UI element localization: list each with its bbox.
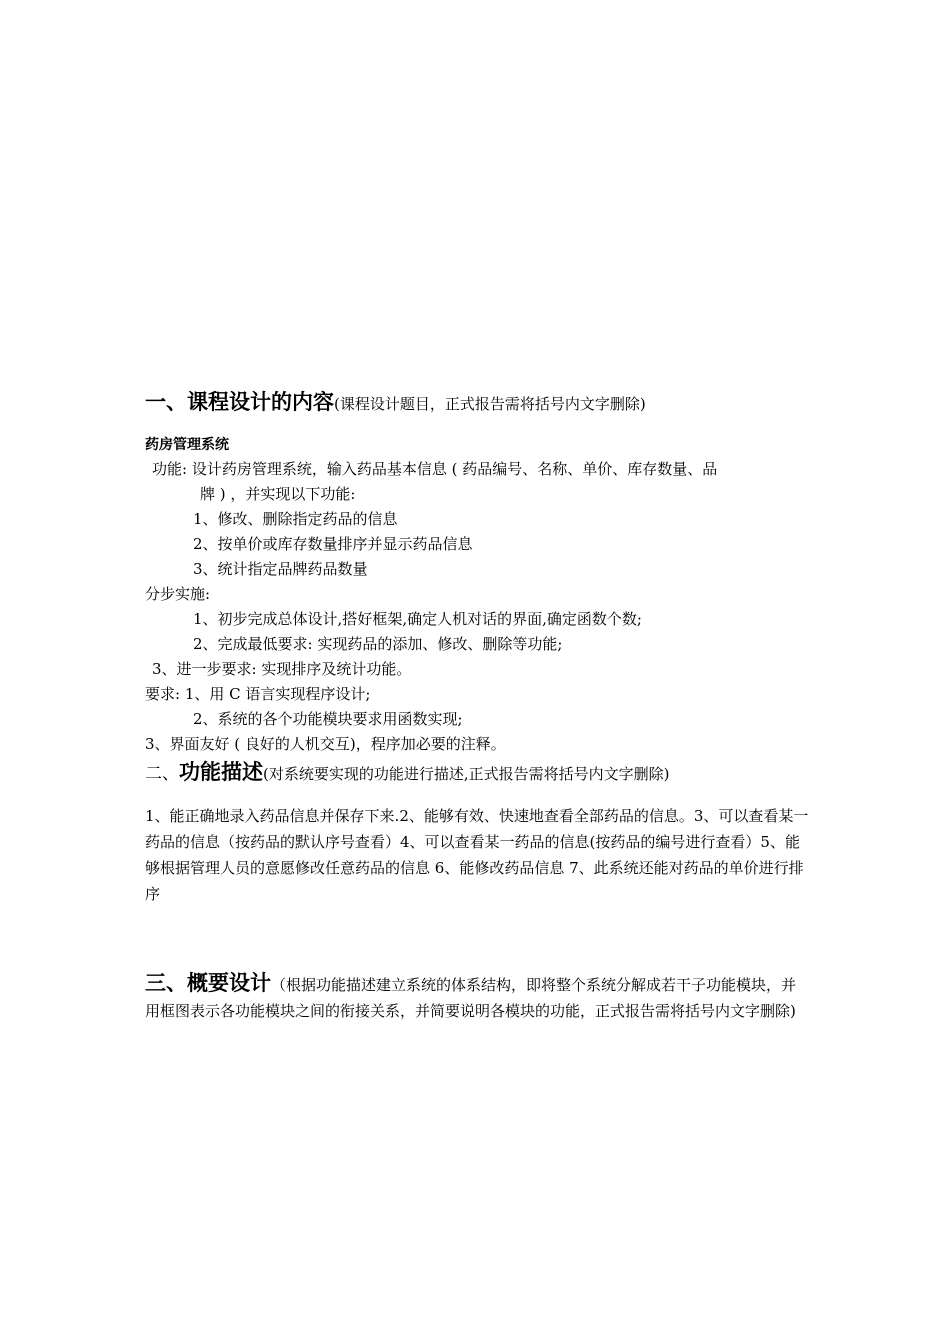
section2-heading-line — [145, 756, 669, 786]
step-item-2: 2、完成最低要求: 实现药品的添加、修改、删除等功能; — [193, 635, 563, 653]
section2-paragraph: 1、能正确地录入药品信息并保存下来.2、能够有效、快速地查看全部药品的信息。3、可以查看某一药品的信息（按药品的默认序号查看）4、可以查看某一药品的信息(按药品的编号进行查看）5、能够根据管理人员的意愿修改任意药品的信息 6、能修改药品信息 7、此系统还能对药品的单价进行排序 — [145, 807, 809, 903]
section3-block — [145, 970, 810, 1024]
function-item-2: 2、按单价或库存数量排序并显示药品信息 — [193, 535, 473, 553]
section1-note: (课程设计题目，正式报告需将括号内文字删除) — [334, 395, 646, 413]
function-line1: 功能: 设计药房管理系统，输入药品基本信息 ( 药品编号、名称、单价、库存数量、品 — [152, 460, 718, 478]
requirement-line2: 2、系统的各个功能模块要求用函数实现; — [193, 710, 463, 728]
topic-title: 药房管理系统 — [145, 437, 229, 453]
section3-heading: 三、概要设计 — [145, 971, 271, 995]
requirement-line3: 3、界面友好 ( 良好的人机交互)，程序加必要的注释。 — [145, 735, 506, 753]
step-item-1: 1、初步完成总体设计,搭好框架,确定人机对话的界面,确定函数个数; — [193, 610, 642, 628]
section2-note: (对系统要实现的功能进行描述,正式报告需将括号内文字删除) — [263, 765, 670, 783]
function-line2: 牌 ) ，并实现以下功能: — [200, 485, 356, 503]
requirement-line1: 要求: 1、用 C 语言实现程序设计; — [145, 685, 371, 703]
function-item-3: 3、统计指定品牌药品数量 — [193, 560, 368, 578]
section1-heading-line — [145, 386, 646, 416]
section1-heading: 一、课程设计的内容 — [145, 390, 334, 414]
step-item-3: 3、进一步要求: 实现排序及统计功能。 — [152, 660, 412, 678]
section2-heading: 功能描述 — [179, 760, 263, 784]
section3-note: （根据功能描述建立系统的体系结构，即将整个系统分解成若干子功能模块，并用框图表示各功能模块之间的衔接关系，并简要说明各模块的功能，正式报告需将括号内文字删除) — [145, 976, 797, 1020]
function-item-1: 1、修改、删除指定药品的信息 — [193, 510, 398, 528]
steps-label: 分步实施: — [145, 585, 211, 603]
section2-prefix: 二、 — [145, 764, 179, 784]
